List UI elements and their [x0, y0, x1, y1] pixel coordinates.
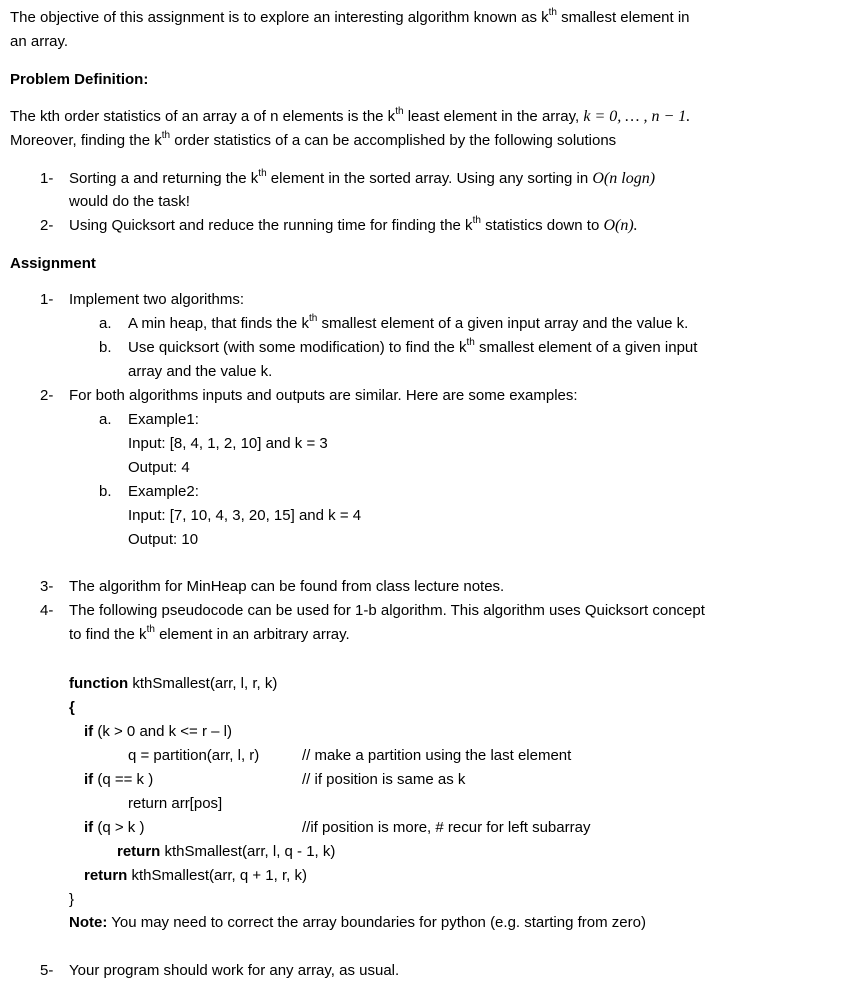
code-comment: // if position is same as k: [302, 771, 466, 788]
item-text: to find the k: [69, 626, 147, 643]
example-1-input: Input: [8, 4, 1, 2, 10] and k = 3: [128, 435, 328, 452]
math-expression: O(n logn): [592, 170, 656, 187]
intro-line-1: [10, 9, 690, 27]
code-keyword: return: [84, 867, 128, 884]
code-line-signature: [69, 675, 277, 693]
code-line-return-right: [84, 867, 307, 885]
assignment-item-4: The following pseudocode can be used for 1-b algorithm. This algorithm uses Quicksort concept: [69, 602, 705, 619]
example-2-output: Output: 10: [128, 531, 199, 548]
problem-item-2: [69, 217, 638, 235]
assignment-item-1b: [128, 339, 697, 357]
code-line-if-2: [84, 771, 153, 789]
list-number: 5-: [40, 962, 54, 979]
superscript: th: [161, 130, 171, 141]
superscript: th: [146, 624, 155, 635]
superscript: th: [308, 313, 318, 324]
code-text: (k > 0 and k <= r – l): [93, 723, 232, 740]
problem-item-1-cont: would do the task!: [69, 193, 190, 210]
sublist-letter: a.: [99, 411, 112, 428]
superscript: th: [548, 7, 557, 18]
code-close-brace: }: [69, 891, 75, 908]
sublist-letter: a.: [99, 315, 112, 332]
list-number: 1-: [40, 170, 54, 187]
problem-heading: Problem Definition:: [10, 71, 149, 88]
note-line: [69, 914, 646, 932]
note-text: You may need to correct the array boundaries for python (e.g. starting from zero): [107, 914, 646, 931]
list-number: 2-: [40, 217, 54, 234]
item-text: A min heap, that finds the k: [128, 315, 309, 332]
item-text: element in the sorted array. Using any sorting in: [266, 170, 593, 187]
intro-text: The objective of this assignment is to explore an interesting algorithm known as k: [10, 9, 549, 26]
code-text: kthSmallest(arr, l, r, k): [128, 675, 278, 692]
sublist-letter: b.: [99, 483, 112, 500]
example-2-input: Input: [7, 10, 4, 3, 20, 15] and k = 4: [128, 507, 362, 524]
code-keyword: if: [84, 723, 94, 740]
sublist-letter: b.: [99, 339, 112, 356]
list-number: 2-: [40, 387, 54, 404]
intro-text-cont: smallest element in: [556, 9, 690, 26]
superscript: th: [466, 337, 475, 348]
code-text: kthSmallest(arr, l, q - 1, k): [160, 843, 336, 860]
code-keyword: if: [84, 819, 94, 836]
example-2-title: Example2:: [128, 483, 199, 500]
assignment-item-5: Your program should work for any array, as usual.: [69, 962, 400, 979]
assignment-item-1b-cont: array and the value k.: [128, 363, 273, 380]
code-line-if-1: [84, 723, 232, 741]
example-1-title: Example1:: [128, 411, 199, 428]
problem-text: least element in the array,: [403, 108, 584, 125]
math-expression: k = 0, … , n − 1.: [583, 108, 691, 125]
code-open-brace: {: [69, 699, 75, 716]
list-number: 4-: [40, 602, 54, 619]
assignment-item-1a: [128, 315, 688, 333]
assignment-item-2: For both algorithms inputs and outputs are similar. Here are some examples:: [69, 387, 578, 404]
code-keyword: return: [117, 843, 161, 860]
code-keyword: function: [69, 675, 129, 692]
code-line-return-left: [117, 843, 335, 861]
list-number: 1-: [40, 291, 54, 308]
superscript: th: [258, 168, 267, 179]
code-text: (q > k ): [93, 819, 145, 836]
item-text: Use quicksort (with some modification) to find the k: [128, 339, 467, 356]
assignment-item-3: The algorithm for MinHeap can be found from class lecture notes.: [69, 578, 505, 595]
item-text: smallest element of a given input: [474, 339, 698, 356]
assignment-item-4-cont: [69, 626, 350, 644]
item-text: Sorting a and returning the k: [69, 170, 259, 187]
item-text: element in an arbitrary array.: [154, 626, 350, 643]
code-text: (q == k ): [93, 771, 154, 788]
problem-text: Moreover, finding the k: [10, 132, 162, 149]
problem-para-line-1: [10, 108, 690, 126]
item-text: Using Quicksort and reduce the running time for finding the k: [69, 217, 473, 234]
code-line-return-pos: return arr[pos]: [128, 795, 223, 812]
code-line-partition: q = partition(arr, l, r): [128, 747, 260, 764]
item-text: smallest element of a given input array and the value k.: [317, 315, 689, 332]
math-expression: O(n).: [603, 217, 638, 234]
superscript: th: [395, 106, 404, 117]
problem-text: order statistics of a can be accomplished by the following solutions: [170, 132, 617, 149]
note-label: Note:: [69, 914, 108, 931]
list-number: 3-: [40, 578, 54, 595]
code-comment: // make a partition using the last element: [302, 747, 572, 764]
problem-text: The kth order statistics of an array a of n elements is the k: [10, 108, 396, 125]
assignment-heading: Assignment: [10, 255, 96, 272]
example-1-output: Output: 4: [128, 459, 190, 476]
problem-item-1: [69, 170, 655, 188]
problem-para-line-2: [10, 132, 616, 150]
code-line-if-3: [84, 819, 144, 837]
assignment-item-1: Implement two algorithms:: [69, 291, 245, 308]
code-keyword: if: [84, 771, 94, 788]
item-text: statistics down to: [480, 217, 604, 234]
code-comment: //if position is more, # recur for left subarray: [302, 819, 591, 836]
intro-line-2: an array.: [10, 33, 69, 50]
superscript: th: [472, 215, 481, 226]
code-text: kthSmallest(arr, q + 1, r, k): [127, 867, 307, 884]
